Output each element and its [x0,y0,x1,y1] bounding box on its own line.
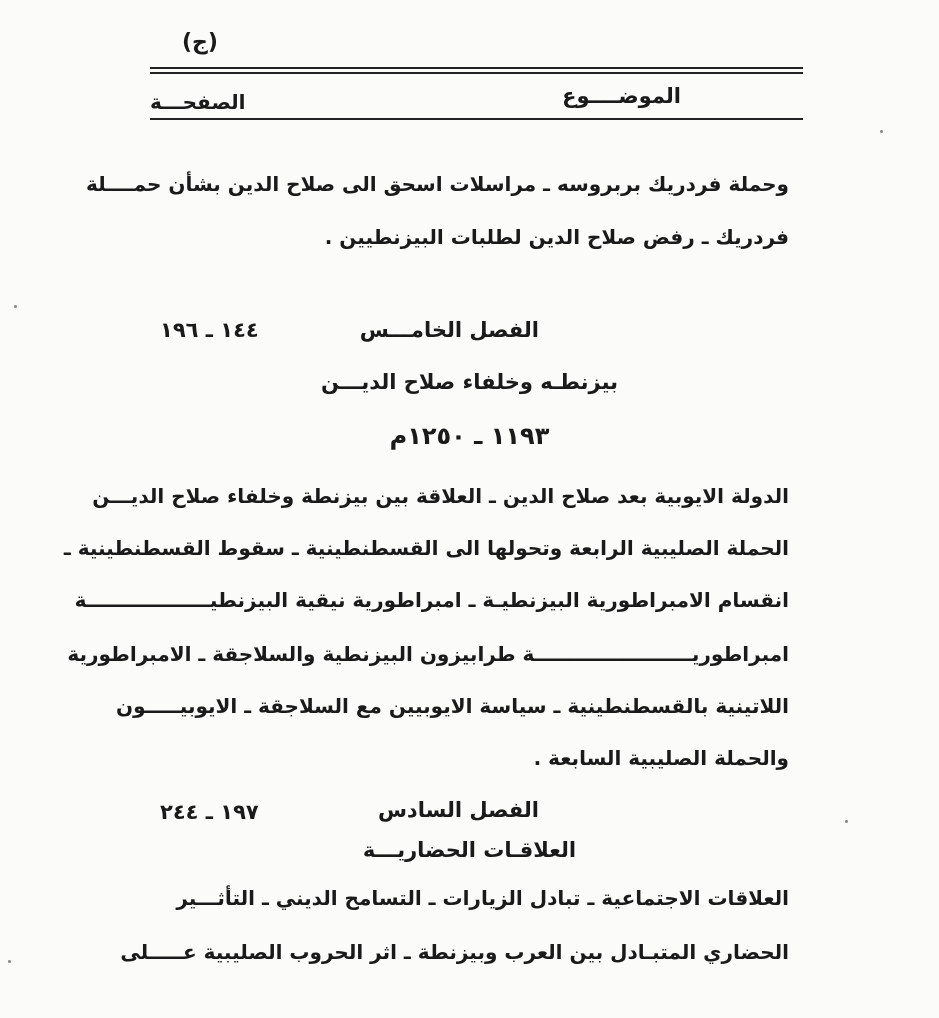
top-rule-lower [150,72,803,74]
chapter5-line-3: انقسام الامبراطورية البيزنطيـة ـ امبراطورية نيقية البيزنطيــــــــــــــــــة [74,588,789,612]
chapter6-title: الفصل السادس [377,798,539,822]
scan-speck [14,305,17,308]
scan-speck [8,960,11,963]
page-mark: (ج) [182,30,218,55]
chapter6-subtitle: العلاقـات الحضاريـــة [362,838,577,862]
top-rule-upper [150,67,803,69]
scan-speck [880,130,883,133]
chapter5-title: الفصل الخامـــس [359,318,539,342]
page-column-header: الصفحـــة [150,90,246,114]
chapter6-line-1: العلاقات الاجتماعية ـ تبادل الزيارات ـ التسامح الديني ـ التأثـــير [176,886,789,910]
chapter5-dates: ١١٩٣ ـ ١٢٥٠م [389,422,550,450]
chapter5-line-4: امبراطوريـــــــــــــــــــــــة طرابيزون البيزنطية والسلاجقة ـ الامبراطورية [67,642,789,666]
chapter5-line-2: الحملة الصليبية الرابعة وتحولها الى القسطنطينية ـ سقوط القسطنطينية ـ [63,536,789,560]
intro-line-1: وحملة فردريك بربروسه ـ مراسلات اسحق الى صلاح الدين بشأن حمــــلة [85,172,789,196]
chapter5-line-1: الدولة الايوبية بعد صلاح الدين ـ العلاقة بين بيزنطة وخلفاء صلاح الديـــن [92,484,789,508]
chapter6-line-2: الحضاري المتبـادل بين العرب وبيزنطة ـ اثر الحروب الصليبية عـــــلى [120,940,789,964]
header-rule [150,118,803,120]
chapter5-page-range: ١٤٤ ـ ١٩٦ [160,318,259,342]
chapter6-page-range: ١٩٧ ـ ٢٤٤ [160,800,259,824]
chapter5-subtitle: بيزنطـه وخلفاء صلاح الديـــن [320,370,619,394]
intro-line-2: فردريك ـ رفض صلاح الدين لطلبات البيزنطيين . [324,225,789,249]
subject-column-header: الموضــــوع [562,84,681,108]
chapter5-line-6: والحملة الصليبية السابعة . [533,746,789,770]
scan-speck [845,820,848,823]
chapter5-line-5: اللاتينية بالقسطنطينية ـ سياسة الايوبيين مع السلاجقة ـ الايوبيـــــون [116,694,789,718]
